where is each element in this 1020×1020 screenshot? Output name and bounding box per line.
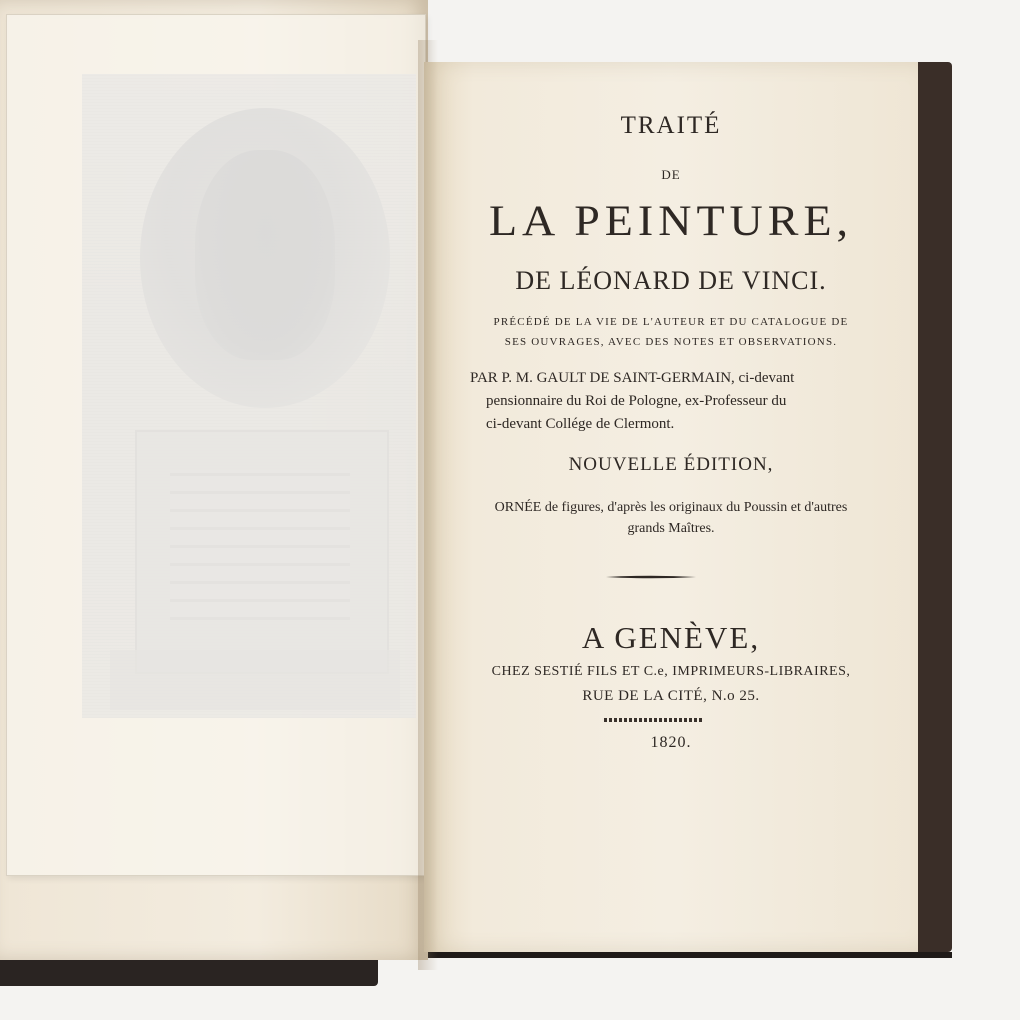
edition-line: NOUVELLE ÉDITION,	[568, 454, 774, 475]
ornamental-rule	[606, 575, 696, 579]
title-author: DE LÉONARD DE VINCI.	[515, 266, 827, 295]
dotted-rule	[604, 718, 702, 722]
title-subject: LA PEINTURE,	[488, 196, 854, 245]
book-cover-edge	[918, 62, 952, 952]
tissue-guard-sheet	[6, 14, 426, 876]
by-line-1: PAR P. M. GAULT DE SAINT-GERMAIN, ci-devant	[470, 370, 795, 386]
preceded-line-1: PRÉCÉDÉ DE LA VIE DE L'AUTEUR ET DU CATALOGUE DE	[493, 316, 849, 328]
by-line-3: ci-devant Collége de Clermont.	[486, 416, 675, 432]
imprint-year: 1820.	[650, 734, 692, 751]
imprint-publisher: CHEZ SESTIÉ FILS ET C.e, IMPRIMEURS-LIBRAIRES,	[491, 664, 851, 679]
left-page	[0, 0, 428, 960]
preceded-line-2: SES OUVRAGES, AVEC DES NOTES ET OBSERVATIONS.	[504, 336, 838, 348]
by-line-2: pensionnaire du Roi de Pologne, ex-Professeur du	[486, 393, 787, 409]
ornee-line-2: grands Maîtres.	[627, 521, 715, 536]
title-de: DE	[661, 167, 681, 182]
ornee-line-1: ORNÉE de figures, d'après les originaux du Poussin et d'autres	[494, 500, 848, 515]
imprint-address: RUE DE LA CITÉ, N.o 25.	[582, 688, 760, 704]
imprint-city: A GENÈVE,	[581, 620, 761, 655]
cover-shadow	[400, 952, 952, 958]
title-word: TRAITÉ	[620, 112, 722, 139]
